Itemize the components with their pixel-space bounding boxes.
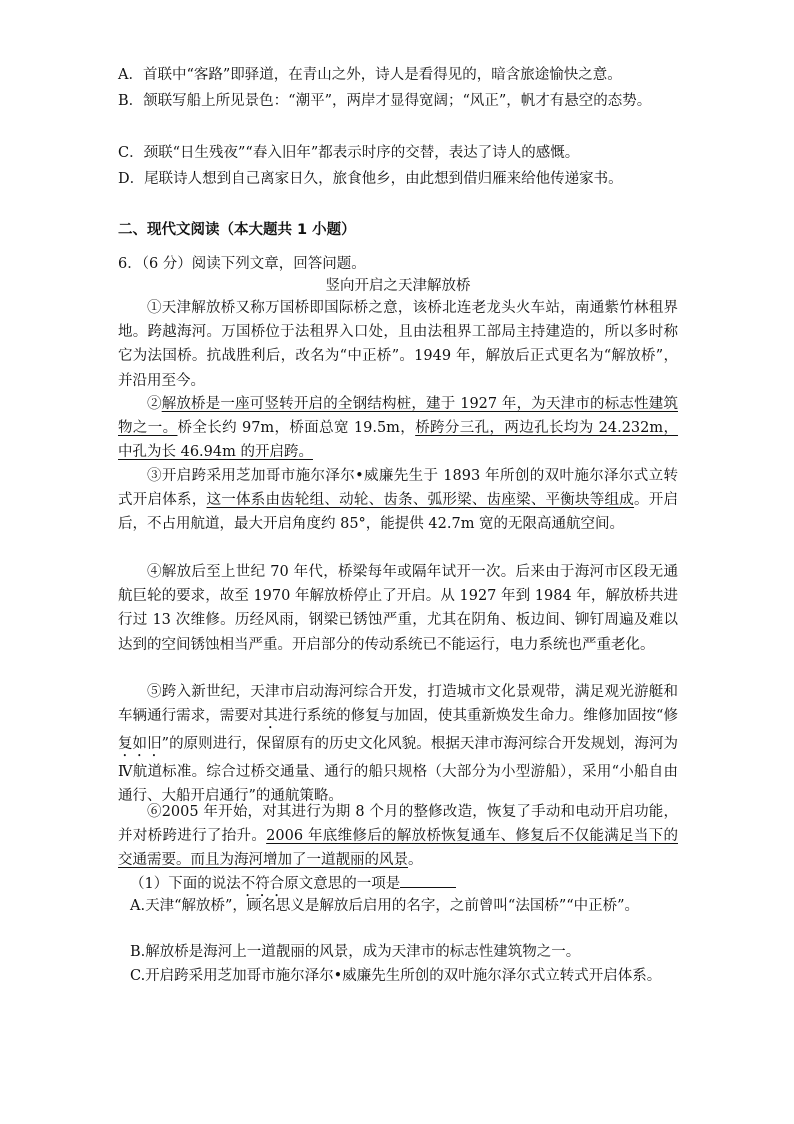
paragraph-2 — [118, 392, 678, 465]
paragraph-text: 进行系统的修复与加固，使其重新焕发生命力。维修加固按“修 — [277, 708, 679, 725]
paragraph-number: ② — [147, 396, 162, 412]
emphasis-dotted-text: 不符合 — [240, 876, 285, 892]
underlined-text: 2006 年底维修后的解放桥恢复通车、修复后不仅能满足当下的交通需要。而且为海河增加了一道靓丽的风景 — [118, 828, 678, 869]
paragraph-5 — [118, 680, 678, 809]
underlined-text: 解放桥是一座可竖转开启的全钢结构桩，建于 1927 年，为天津市的标志性建筑物之一。 — [118, 396, 678, 437]
emphasis-dotted-text: 其 — [263, 708, 278, 725]
sub-question-text: 原文意思的一项是 — [284, 876, 401, 892]
section-title: 二、现代文阅读（本大题共 1 小题） — [118, 222, 356, 238]
article-title: 竖向开启之天津解放桥 — [325, 278, 471, 294]
underlined-text: 这一体系由齿轮组、动轮、齿条、弧形梁、齿座梁、平衡块等组成 — [206, 492, 635, 509]
answer-blank[interactable] — [400, 873, 456, 888]
option-d: D．尾联诗人想到自己离家日久，旅食他乡，由此想到借归雁来给他传递家书。 — [118, 171, 623, 187]
paragraph-6 — [118, 800, 678, 873]
sub-question-text: （1）下面的说法 — [130, 876, 241, 892]
paragraph-4: ④解放后至上世纪 70 年代，桥梁每年或隔年试开一次。后来由于海河市区段无通航巨轮的要求，故至 1970 年解放桥停止了开启。从 1927 年到 1984 年，解放桥共进行过 13 次维修。历经风雨，钢梁已锈蚀严重，尤其在阴角、板边间、铆钉周遍及难以达到的空间锈蚀相当严重。开启部分的传动系统已不能运行，电力系统也严重老化。 — [118, 564, 678, 653]
choice-c: C.开启跨采用芝加哥市施尔泽尔•威廉先生所创的双叶施尔泽尔式立转式开启体系。 — [130, 968, 662, 984]
choice-b: B.解放桥是海河上一道靓丽的风景，成为天津市的标志性建筑物之一。 — [130, 944, 581, 960]
option-b: B．颔联写船上所见景色：“潮平”，两岸才显得宽阔；“风正”，帆才有悬空的态势。 — [118, 93, 652, 109]
option-c: C．颈联“日生残夜”“春入旧年”都表示时序的交替，表达了诗人的感慨。 — [118, 145, 580, 161]
paragraph-text: ⑥2005 年开始，对其进行为期 8 个月的整修改造，恢复了手动和电动开启功能，并对桥跨进行了抬升。 — [118, 804, 678, 845]
paragraph-text: 。 — [408, 852, 423, 869]
paragraph-text: 桥全长约 97m，桥面总宽 19.5m， — [177, 420, 416, 437]
paragraph-1: ①天津解放桥又称万国桥即国际桥之意，该桥北连老龙头火车站，南通紫竹林租界地。跨越海河。万国桥位于法租界入口处，且由法租界工部局主持建造的，所以多时称它为法国桥。抗战胜利后，改名为“中正桥”。1949 年，解放后正式更名为“解放桥”，并沿用至今。 — [118, 300, 678, 389]
question-header: 6．（6 分）阅读下列文章，回答问题。 — [118, 256, 366, 272]
paragraph-text: ⑤跨入新世纪，天津市启动海河综合开发，打造城市文化景观带，满足观光游艇和车辆通行需求，需要对 — [118, 684, 678, 725]
paragraph-text: ③开启跨采用芝加哥市施尔泽尔•威廉先生于 1893 年所创的双叶施尔泽尔式立转式开启体系， — [118, 468, 678, 509]
emphasis-dotted-text: 复如旧 — [118, 736, 162, 753]
paragraph-3 — [118, 464, 678, 537]
underlined-text: 桥跨分三孔，两边孔长均为 24.232m，中孔为长 46.94m 的开启跨。 — [118, 420, 679, 461]
choice-a: A.天津“解放桥”，顾名思义是解放后启用的名字，之前曾叫“法国桥”“中正桥”。 — [130, 898, 640, 914]
paragraph-text: ”的原则进行，保留原有的历史文化风貌。根据天津市海河综合开发规划，海河为Ⅳ航道标准。综合过桥交通量、通行的船只规格（大部分为小型游船），采用“小船自由通行、大船开启通行”的通航策略。 — [118, 736, 678, 805]
paragraph-text: 。开启后，不占用航道，最大开启角度约 85°，能提供 42.7m 宽的无限高通航空间。 — [118, 492, 679, 533]
option-a: A．首联中“客路”即驿道，在青山之外，诗人是看得见的，暗含旅途愉快之意。 — [118, 67, 622, 83]
